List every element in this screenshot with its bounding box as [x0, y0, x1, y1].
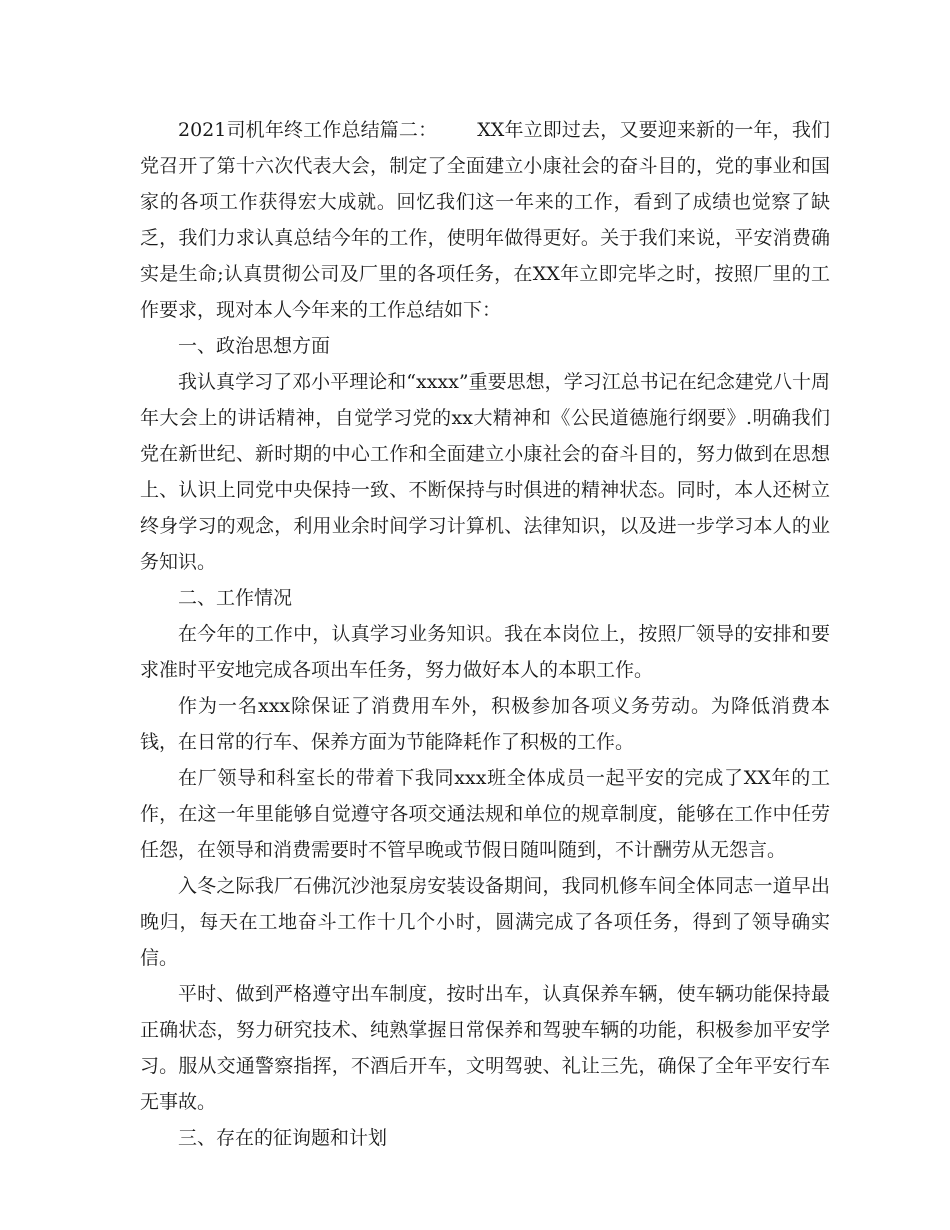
- section-heading-work: 二、工作情况: [178, 587, 293, 609]
- section-heading-issues: 三、存在的征询题和计划: [178, 1127, 388, 1149]
- intro-body: XX年立即过去，又要迎来新的一年，我们党召开了第十六次代表大会，制定了全面建立小康社会的奋斗目的，党的事业和国家的各项工作获得宏大成就。回忆我们这一年来的工作，看到了成绩也觉察了缺乏，我们力求认真总结今年的工作，使明年做得更好。关于我们来说，平安消费确实是生命;认真贯彻公司及厂里的各项任务，在XX年立即完毕之时，按照厂里的工作要求，现对本人今年来的工作总结如下：: [140, 119, 830, 321]
- section-heading-politics: 一、政治思想方面: [178, 335, 331, 357]
- work-paragraph-3: 在厂领导和科室长的带着下我同xxx班全体成员一起平安的完成了XX年的工作，在这一年里能够自觉遵守各项交通法规和单位的规章制度，能够在工作中任劳任怨，在领导和消费需要时不管早晚或节假日随叫随到，不计酬劳从无怨言。: [140, 767, 830, 861]
- document-title: 2021司机年终工作总结篇二：: [178, 119, 438, 141]
- work-paragraph-2: 作为一名xxx除保证了消费用车外，积极参加各项义务劳动。为降低消费本钱，在日常的行车、保养方面为节能降耗作了积极的工作。: [140, 695, 830, 753]
- document-page: [140, 112, 830, 1156]
- politics-paragraph: 我认真学习了邓小平理论和“xxxx”重要思想，学习江总书记在纪念建党八十周年大会上的讲话精神，自觉学习党的xx大精神和《公民道德施行纲要》.明确我们党在新世纪、新时期的中心工作和全面建立小康社会的奋斗目的，努力做到在思想上、认识上同党中央保持一致、不断保持与时俱进的精神状态。同时，本人还树立终身学习的观念，利用业余时间学习计算机、法律知识，以及进一步学习本人的业务知识。: [140, 371, 830, 573]
- work-paragraph-5: 平时、做到严格遵守出车制度，按时出车，认真保养车辆，使车辆功能保持最正确状态，努力研究技术、纯熟掌握日常保养和驾驶车辆的功能，积极参加平安学习。服从交通警察指挥，不酒后开车，文明驾驶、礼让三先，确保了全年平安行车无事故。: [140, 983, 830, 1113]
- work-paragraph-4: 入冬之际我厂石佛沉沙池泵房安装设备期间，我同机修车间全体同志一道早出晚归，每天在工地奋斗工作十几个小时，圆满完成了各项任务，得到了领导确实信。: [140, 875, 830, 969]
- work-paragraph-1: 在今年的工作中，认真学习业务知识。我在本岗位上，按照厂领导的安排和要求准时平安地完成各项出车任务，努力做好本人的本职工作。: [140, 623, 830, 681]
- intro-paragraph: [140, 112, 830, 328]
